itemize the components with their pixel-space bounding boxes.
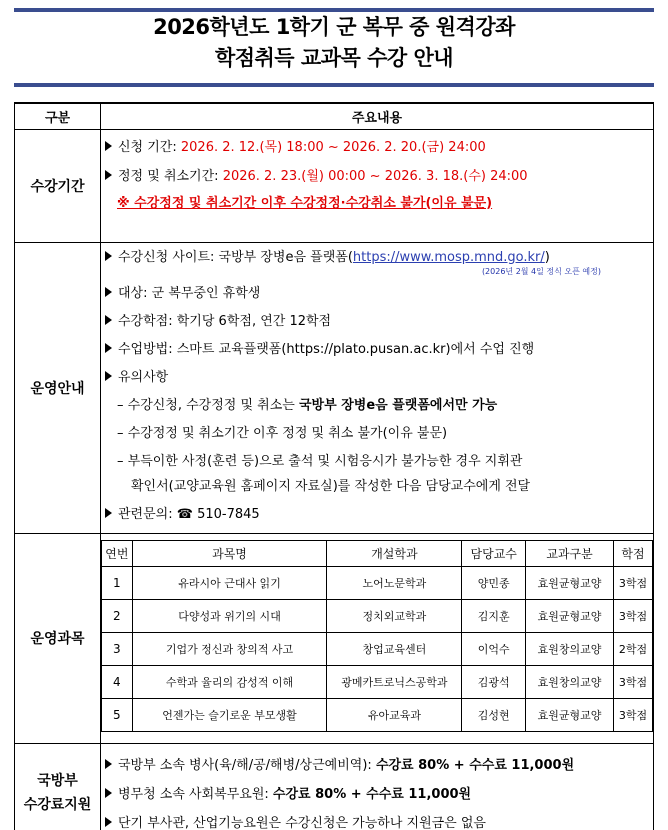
support-row [15,743,654,830]
bullet-triangle-icon [105,343,112,353]
course-professor: 김광석 [462,665,525,698]
course-name: 수학과 율리의 감성적 이해 [132,665,327,698]
table-row [102,632,653,665]
col-dept: 개설학과 [327,540,462,566]
courses-label: 운영과목 [15,533,101,743]
header-content: 주요내용 [101,103,654,129]
course-professor: 김성현 [462,698,525,731]
courses-content [101,533,654,743]
site-link[interactable]: https://www.mosp.mnd.go.kr/ [352,249,545,265]
title-bottom-bar [14,83,654,87]
course-type: 효원균형교양 [525,698,613,731]
table-row [102,599,653,632]
notice-item-2: – 수강정정 및 취소기간 이후 정정 및 취소 불가(이유 불문) [117,425,448,441]
notice-item-3-cont: 확인서(교양교육원 홈페이지 자료실)를 작성한 다음 담당교수에게 전달 [131,478,531,494]
course-dept: 노어노문학과 [327,566,462,599]
course-type: 효원균형교양 [525,599,613,632]
support-content [101,743,654,830]
support-item-2: 병무청 소속 사회복무요원: 수강료 80% + 수수료 11,000원 [105,782,647,807]
course-professor: 양민종 [462,566,525,599]
courses-table-header [102,540,653,566]
change-dates: 2026. 2. 23.(월) 00:00 ~ 2026. 3. 18.(수) 24:00 [222,168,528,184]
bullet-triangle-icon [105,170,112,180]
bullet-triangle-icon [105,817,112,827]
bullet-triangle-icon [105,315,112,325]
course-name: 언젠가는 슬기로운 부모생활 [132,698,327,731]
course-type: 효원창의교양 [525,665,613,698]
period-content [101,129,654,242]
course-professor: 김지훈 [462,599,525,632]
support-item-3: 단기 부사관, 산업기능요원은 수강신청은 가능하나 지원금은 없음 [105,811,647,830]
bullet-triangle-icon [105,371,112,381]
course-type: 효원균형교양 [525,566,613,599]
bullet-triangle-icon [105,508,112,518]
bullet-triangle-icon [105,788,112,798]
course-name: 다양성과 위기의 시대 [132,599,327,632]
course-dept: 광메카트로닉스공학과 [327,665,462,698]
course-dept: 정치외교학과 [327,599,462,632]
guide-method: 수업방법: 스마트 교육플랫폼(https://plato.pusan.ac.kr)에서 수업 진행 [105,337,647,362]
bullet-triangle-icon [105,141,112,151]
table-row [102,698,653,731]
title-line-2: 학점취득 교과목 수강 안내 [214,46,454,70]
header-category: 구분 [15,103,101,129]
info-table [14,102,654,830]
course-no: 5 [102,698,133,731]
site-open-note: (2026년 2월 4일 정식 오픈 예정) [481,266,601,276]
col-course: 과목명 [132,540,327,566]
course-no: 4 [102,665,133,698]
course-credit: 3학점 [614,566,653,599]
table-row [102,665,653,698]
course-type: 효원창의교양 [525,632,613,665]
course-no: 2 [102,599,133,632]
page-title [14,12,654,82]
course-name: 기업가 정신과 창의적 사고 [132,632,327,665]
support-label: 국방부 수강료지원 [15,743,101,830]
apply-dates: 2026. 2. 12.(목) 18:00 ~ 2026. 2. 20.(금) 24:00 [180,139,486,155]
title-line-1: 2026학년도 1학기 군 복무 중 원격강좌 [153,15,515,39]
guide-label: 운영안내 [15,242,101,533]
apply-period: 신청 기간: 2026. 2. 12.(목) 18:00 ~ 2026. 2. 20.(금) 24:00 [105,135,647,160]
change-period: 정정 및 취소기간: 2026. 2. 23.(월) 00:00 ~ 2026. 3. 18.(수) 24:00 [105,164,647,189]
course-no: 1 [102,566,133,599]
table-row [102,566,653,599]
guide-contact: 관련문의: ☎ 510-7845 [105,502,647,527]
course-credit: 2학점 [614,632,653,665]
course-credit: 3학점 [614,599,653,632]
bullet-triangle-icon [105,251,112,261]
course-credit: 3학점 [614,698,653,731]
period-row [15,129,654,242]
courses-table [101,540,653,732]
course-no: 3 [102,632,133,665]
col-type: 교과구분 [525,540,613,566]
notice-item-3: – 부득이한 사정(훈련 등)으로 출석 및 시험응시가 불가능한 경우 지휘관 [117,453,523,469]
course-dept: 창업교육센터 [327,632,462,665]
guide-target: 대상: 군 복무중인 휴학생 [105,281,647,306]
course-credit: 3학점 [614,665,653,698]
info-table-header [15,103,654,129]
bullet-triangle-icon [105,287,112,297]
period-label: 수강기간 [15,129,101,242]
col-credit: 학점 [614,540,653,566]
col-no: 연번 [102,540,133,566]
guide-credits: 수강학점: 학기당 6학점, 연간 12학점 [105,309,647,334]
col-professor: 담당교수 [462,540,525,566]
notice-title: 유의사항 [105,365,647,390]
courses-row [15,533,654,743]
notice-item-1: – 수강신청, 수강정정 및 취소는 국방부 장병e음 플랫폼에서만 가능 [117,397,498,413]
course-name: 유라시아 근대사 읽기 [132,566,327,599]
course-professor: 이억수 [462,632,525,665]
guide-row [15,242,654,533]
bullet-triangle-icon [105,759,112,769]
support-item-1: 국방부 소속 병사(육/해/공/해병/상근예비역): 수강료 80% + 수수료 11,000원 [105,753,647,778]
apply-site: 수강신청 사이트: 국방부 장병e음 플랫폼(https://www.mosp.mnd.go.kr/) [105,245,647,270]
course-dept: 유아교육과 [327,698,462,731]
guide-content [101,242,654,533]
change-warning: ※ 수강정정 및 취소기간 이후 수강정정·수강취소 불가(이유 불문) [117,195,493,211]
